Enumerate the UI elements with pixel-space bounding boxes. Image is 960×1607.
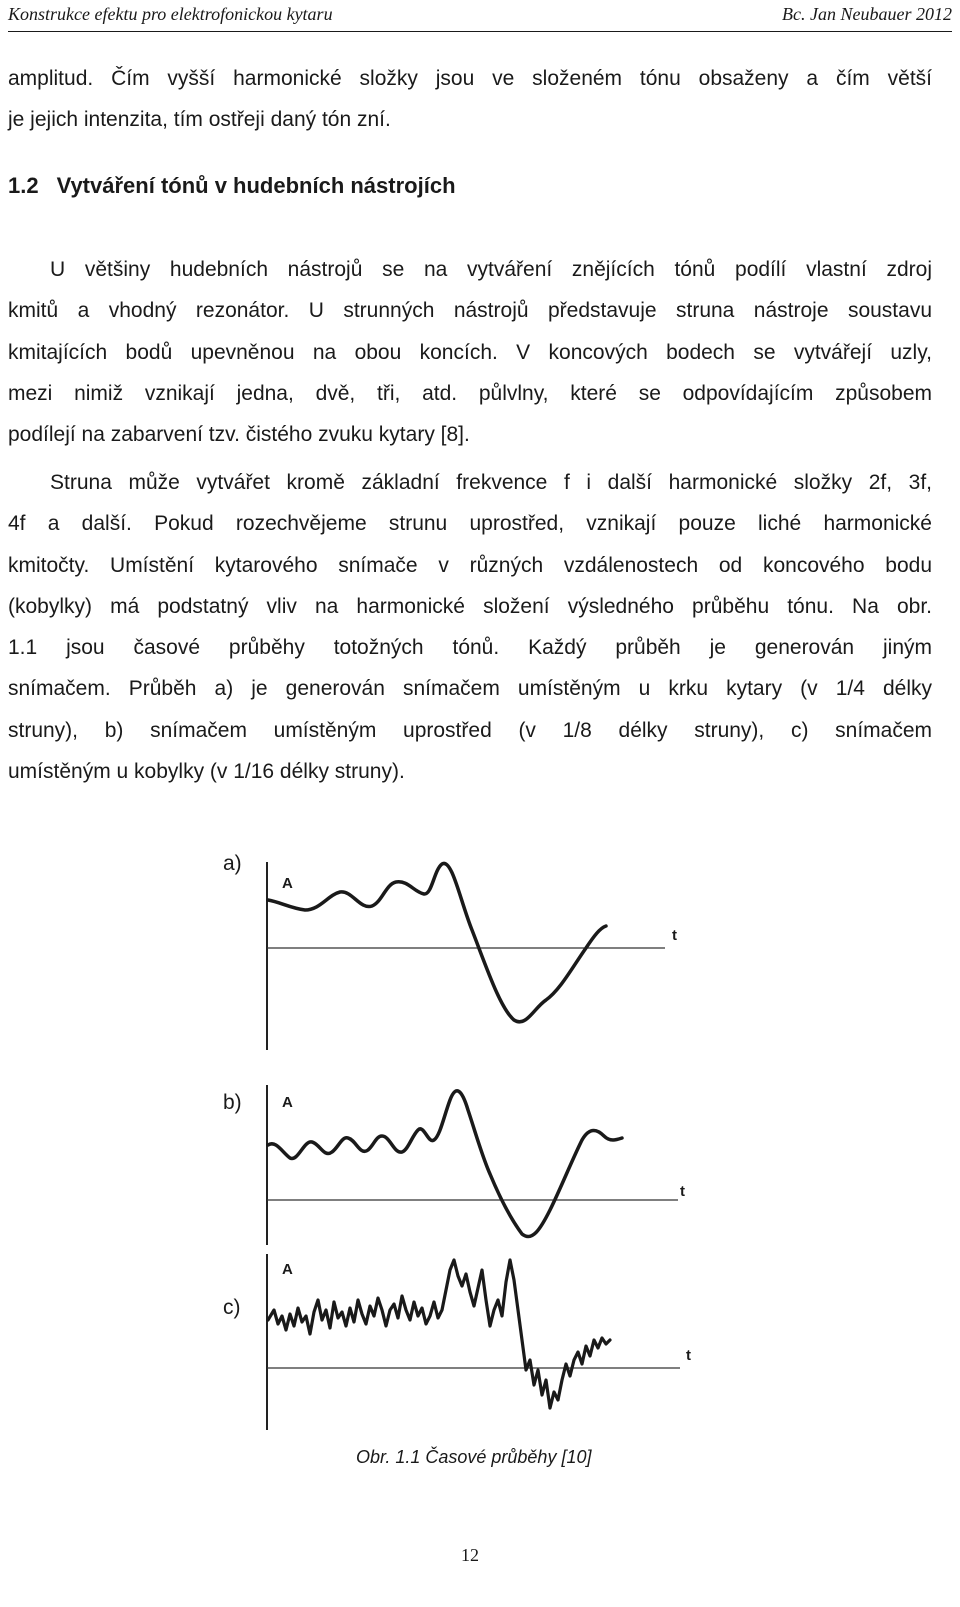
panel-label: b) [223, 1091, 242, 1114]
header-rule [8, 31, 952, 32]
waveform-c [268, 1260, 610, 1408]
running-header [8, 4, 952, 28]
paragraph-2 [8, 462, 932, 792]
text-line: 4f a další. Pokud rozechvějeme strunu uprostřed, vznikají pouze liché harmonické [8, 512, 932, 536]
panel-c [223, 1254, 691, 1430]
section-title: Vytváření tónů v hudebních nástrojích [56, 173, 456, 198]
section-heading [8, 173, 456, 199]
y-axis-label: A [282, 875, 293, 892]
text-line: snímačem. Průběh a) je generován snímačem umístěným u krku kytary (v 1/4 délky [8, 677, 932, 701]
text-line: amplitud. Čím vyšší harmonické složky jsou ve složeném tónu obsaženy a čím větší [8, 67, 932, 90]
text-line: (kobylky) má podstatný vliv na harmonické složení výsledného průběhu tónu. Na obr. [8, 594, 932, 618]
waveform-b [268, 1091, 622, 1237]
header-title: Konstrukce efektu pro elektrofonickou kytaru [8, 4, 333, 24]
text-line: umístěným u kobylky (v 1/16 délky struny). [8, 760, 405, 784]
x-axis-label: t [680, 1183, 685, 1200]
x-axis-label: t [686, 1347, 691, 1364]
y-axis-label: A [282, 1094, 293, 1111]
text-line: podílejí na zabarvení tzv. čistého zvuku kytary [8]. [8, 423, 470, 447]
text-line: 1.1 jsou časové průběhy totožných tónů. Každý průběh je generován jiným [8, 636, 932, 660]
panel-label: a) [223, 852, 242, 875]
text-line: je jejich intenzita, tím ostřeji daný tón zní. [8, 108, 391, 132]
text-line: kmitů a vhodný rezonátor. U strunných nástrojů představuje struna nástroje soustavu [8, 299, 932, 323]
panel-b [223, 1085, 685, 1245]
section-number: 1.2 [8, 173, 39, 198]
page-number: 12 [461, 1545, 479, 1565]
text-line: Struna může vytvářet kromě základní frekvence f i další harmonické složky 2f, 3f, [50, 471, 932, 494]
waveform-figure [210, 840, 750, 1440]
panel-label: c) [223, 1296, 241, 1319]
x-axis-label: t [672, 927, 677, 944]
waveform-figure-svg [210, 840, 750, 1440]
panel-a [223, 852, 677, 1050]
text-line: mezi nimiž vznikají jedna, dvě, tři, atd. půlvlny, které se odpovídajícím způsobem [8, 381, 932, 405]
text-line: U většiny hudebních nástrojů se na vytváření znějících tónů podílí vlastní zdroj [50, 258, 932, 281]
figure-caption: Obr. 1.1 Časové průběhy [10] [356, 1447, 592, 1467]
paragraph-1 [8, 249, 932, 455]
top-paragraph [8, 58, 932, 141]
text-line: kmitajících bodů upevněnou na obou koncích. V koncových bodech se vytvářejí uzly, [8, 340, 932, 364]
waveform-a [268, 863, 606, 1021]
text-line: struny), b) snímačem umístěným uprostřed (v 1/8 délky struny), c) snímačem [8, 718, 932, 742]
header-author-year: Bc. Jan Neubauer 2012 [782, 4, 952, 24]
text-line: kmitočty. Umístění kytarového snímače v různých vzdálenostech od koncového bodu [8, 553, 932, 577]
y-axis-label: A [282, 1261, 293, 1278]
